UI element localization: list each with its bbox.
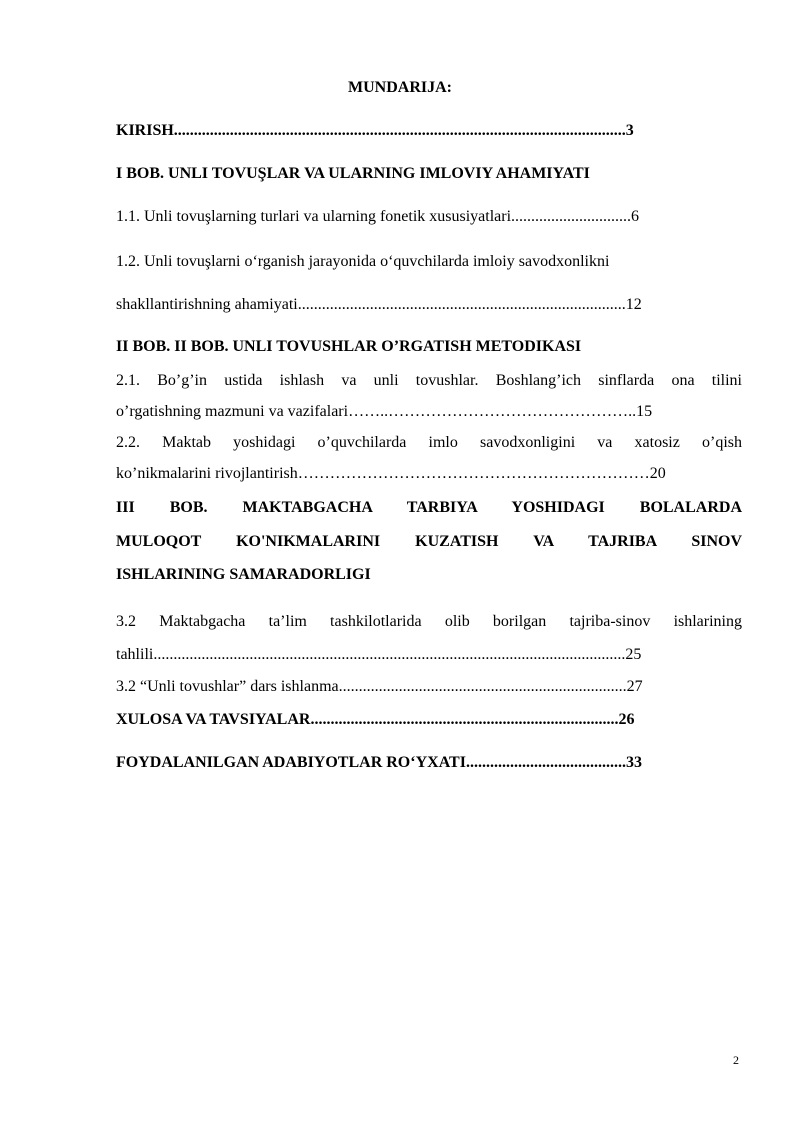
toc-entry-adabiyotlar: FOYDALANILGAN ADABIYOTLAR ROʻYXATI........................................33 [116, 754, 642, 771]
toc-section-3-2a-line2: tahlili......................................................................................................................25 [116, 646, 642, 663]
toc-section-3-2a-line1: 3.2 Maktabgacha ta’lim tashkilotlarida olib borilgan tajriba-sinov ishlarining [116, 613, 742, 630]
toc-chapter-1: I BOB. UNLI TOVUŞLAR VA ULARNING IMLOVIY AHAMIYATI [116, 165, 590, 182]
toc-section-1-2-line1: 1.2. Unli tovuşlarni oʻrganish jarayonida oʻquvchilarda imloiy savodxonlikni [116, 253, 610, 270]
toc-section-2-2-line2: ko’nikmalarini rivojlantirish…………………………………………………………20 [116, 465, 666, 482]
toc-section-1-2-line2: shakllantirishning ahamiyati..................................................................................12 [116, 296, 642, 313]
toc-entry-kirish: KIRISH.................................................................................................................3 [116, 122, 634, 139]
page-title: MUNDARIJA: [348, 79, 452, 96]
toc-section-2-1-line2: o’rgatishning mazmuni va vazifalari……..………………………………………..15 [116, 403, 653, 420]
toc-chapter-2: II BOB. II BOB. UNLI TOVUSHLAR O’RGATISH METODIKASI [116, 338, 582, 355]
toc-section-2-2-line1: 2.2. Maktab yoshidagi o’quvchilarda imlo savodxonligini va xatosiz o’qish [116, 434, 742, 451]
toc-entry-xulosa: XULOSA VA TAVSIYALAR.............................................................................26 [116, 711, 635, 728]
toc-chapter-3-line3: ISHLARINING SAMARADORLIGI [116, 566, 371, 583]
toc-section-1-1: 1.1. Unli tovuşlarning turlari va ularning fonetik xususiyatlari..............................6 [116, 208, 640, 225]
page-number: 2 [733, 1053, 739, 1067]
toc-chapter-3-line2: MULOQOT KO'NIKMALARINI KUZATISH VA TAJRIBA SINOV [116, 533, 742, 550]
toc-section-2-1-line1: 2.1. Bo’g’in ustida ishlash va unli tovushlar. Boshlang’ich sinflarda ona tilini [116, 372, 742, 389]
toc-section-3-2b: 3.2 “Unli tovushlar” dars ishlanma........................................................................27 [116, 678, 643, 695]
toc-chapter-3-line1: III BOB. MAKTABGACHA TARBIYA YOSHIDAGI BOLALARDA [116, 499, 742, 516]
